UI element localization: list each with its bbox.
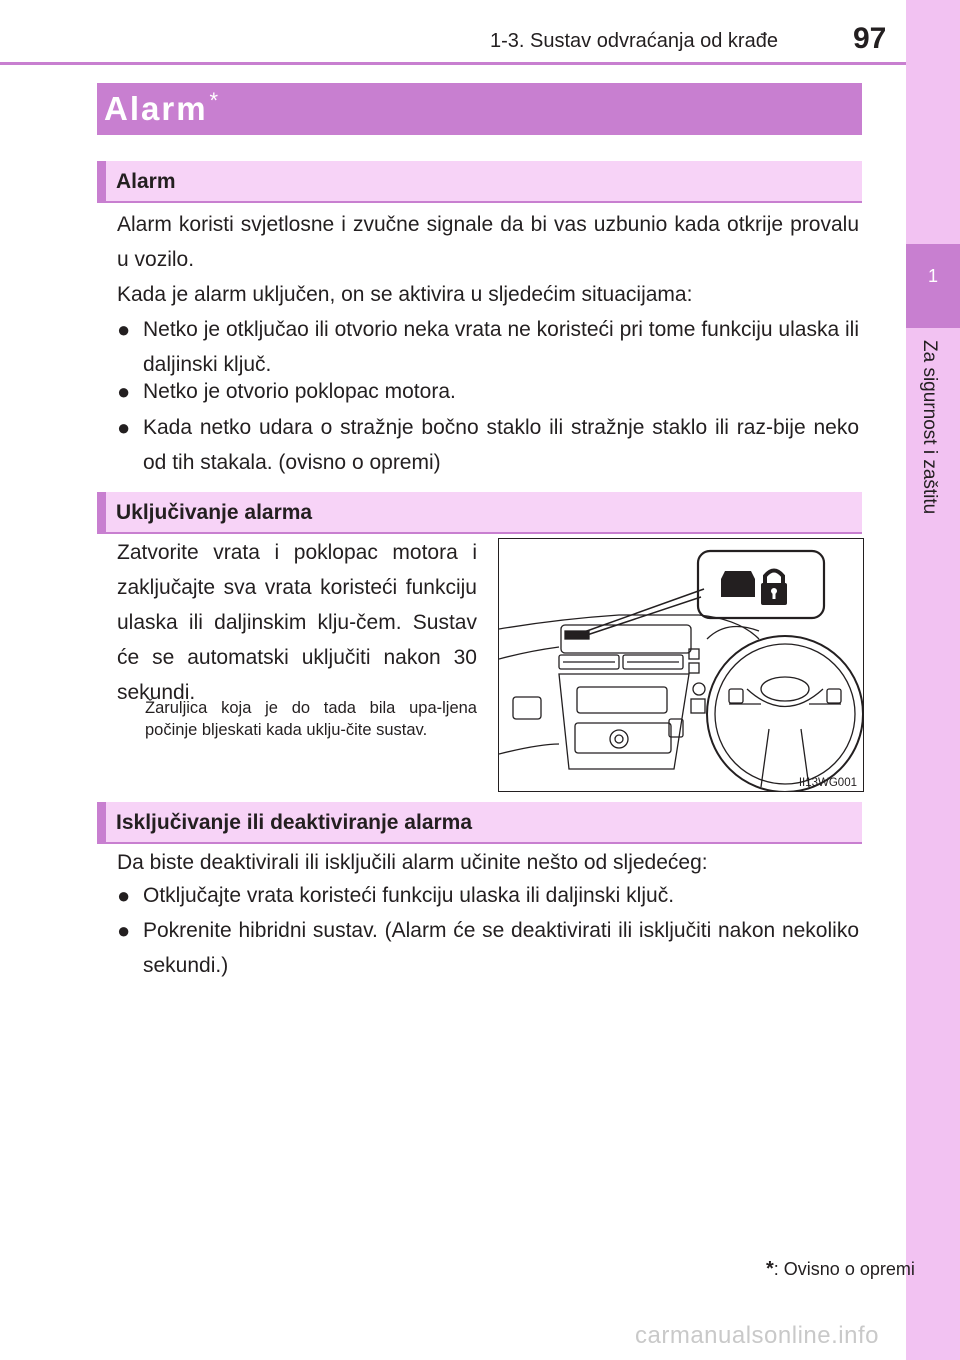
page-title (104, 88, 220, 128)
enable-instructions: Zatvorite vrata i poklopac motora i zaključajte sva vrata koristeći funkciju ulaska ili daljinskim klju-čem. Sustav će se automatski uključiti nakon 30 sekundi. (117, 541, 477, 704)
watermark: carmanualsonline.info (635, 1322, 879, 1349)
list-item-text: Netko je otvorio poklopac motora. (143, 380, 456, 403)
bullet-icon: ● (117, 415, 131, 440)
bullet-icon: ● (117, 317, 131, 342)
list-item (117, 913, 859, 983)
section-heading-text: Alarm (116, 170, 176, 193)
footnote-marker: * (766, 1258, 774, 1280)
list-item (117, 374, 859, 409)
alarm-lead: Kada je alarm uključen, on se aktivira u sljedećim situacijama: (117, 283, 693, 306)
running-header: 1-3. Sustav odvraćanja od krađe (490, 30, 778, 52)
section-heading-enable (97, 492, 862, 534)
list-item-text: Netko je otključao ili otvorio neka vrata ne koristeći pri tome funkciju ulaska ili daljinski ključ. (143, 318, 859, 376)
list-item-text: Otključajte vrata koristeći funkciju ulaska ili daljinski ključ. (143, 884, 675, 907)
chapter-title: Za sigurnost i zaštitu (919, 340, 940, 515)
bullet-icon: ● (117, 918, 131, 943)
list-item-text: Pokrenite hibridni sustav. (Alarm će se deaktivirati ili isključiti nakon nekoliko sekundi.) (143, 919, 859, 977)
list-item-text: Kada netko udara o stražnje bočno staklo ili stražnje staklo ili raz-bije neko od tih stakala. (ovisno o opremi) (143, 416, 859, 474)
header-rule (0, 62, 906, 65)
enable-note: Žaruljica koja je do tada bila upa-ljena počinje bljeskati kada uklju-čite sustav. (145, 699, 477, 739)
dashboard-illustration (498, 538, 864, 792)
section-heading-disable (97, 802, 862, 844)
footnote-text: : Ovisno o opremi (773, 1259, 915, 1279)
page-number: 97 (853, 22, 887, 55)
footnote (766, 1258, 915, 1281)
section-heading-alarm (97, 161, 862, 203)
list-item (117, 410, 859, 480)
section-heading-text: Isključivanje ili deaktiviranje alarma (116, 811, 473, 834)
list-item (117, 878, 859, 913)
bullet-icon: ● (117, 883, 131, 908)
section-marker (97, 492, 106, 532)
figure-code: II13WG001 (798, 777, 857, 789)
dashboard-drawing (499, 539, 863, 791)
page-title-text: Alarm (104, 90, 208, 127)
chapter-side-tab (906, 0, 960, 1360)
alarm-intro: Alarm koristi svjetlosne i zvučne signale da bi vas uzbunio kada otkrije provalu u vozilo. (117, 213, 859, 271)
chapter-number: 1 (927, 266, 938, 286)
section-marker (97, 802, 106, 842)
bullet-icon: ● (117, 379, 131, 404)
page-title-marker: * (209, 88, 221, 113)
list-item (117, 312, 859, 382)
section-heading-text: Uključivanje alarma (116, 501, 313, 524)
section-marker (97, 161, 106, 201)
disable-lead: Da biste deaktivirali ili isključili alarm učinite nešto od sljedećeg: (117, 851, 708, 874)
